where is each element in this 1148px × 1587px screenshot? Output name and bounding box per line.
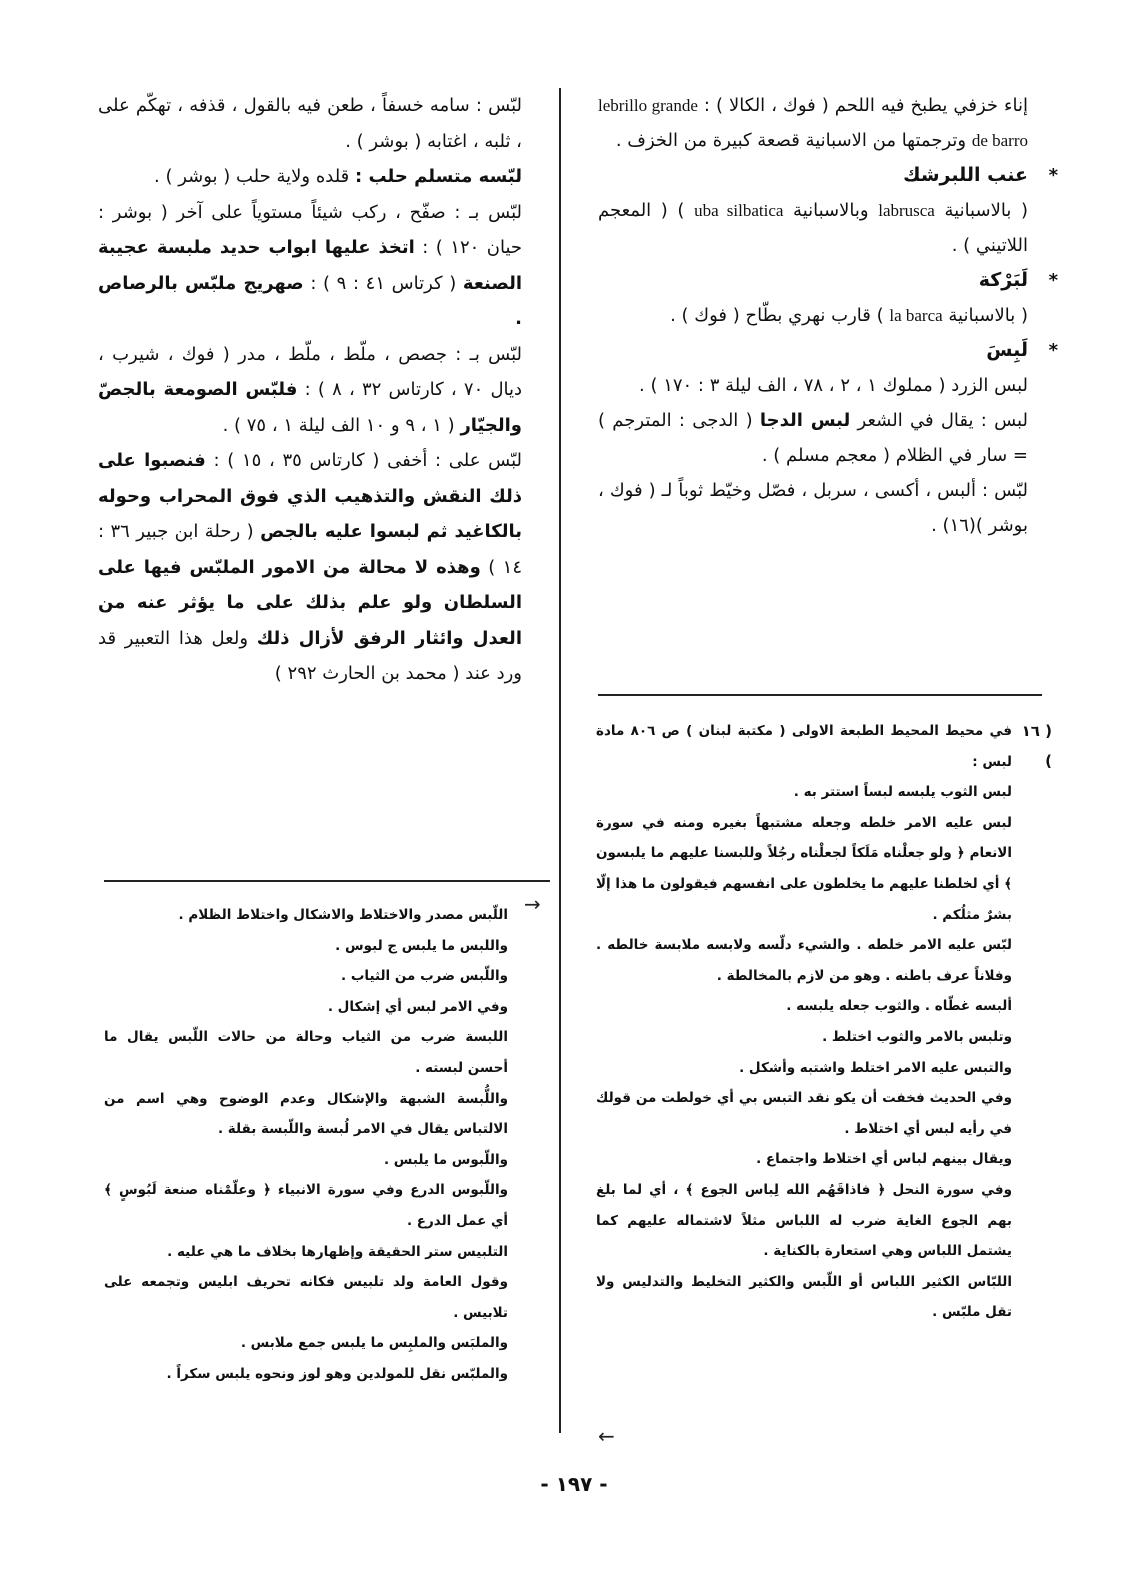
- footnote-line: التلبيس ستر الحقيقة وإظهارها بخلاف ما هي عليه .: [167, 1243, 508, 1260]
- entry-heading-labarka: [598, 263, 1058, 298]
- entry-heading-text: لَبَرْكة: [978, 269, 1028, 291]
- footnote-line: اللّبس مصدر والاختلاط والاشكال واختلاط الظلام .: [178, 907, 508, 923]
- entry-heading-text: عنب اللبرشك: [903, 164, 1028, 186]
- entry-paragraph-labisa-1: لبس الزرد ( مملوك ١ ، ٢ ، ٧٨ ، الف ليلة ٣ : ١٧٠ ) .: [639, 375, 1028, 396]
- latin-term: la barca: [889, 306, 943, 325]
- bold-phrase: فلبّس الصومعة بالجصّ والجيّار: [98, 379, 522, 436]
- intro-tail: وترجمتها من الاسبانية قصعة كبيرة من الخزف .: [615, 130, 967, 151]
- bold-phrase: وهذه لا محالة من الامور الملبّس فيها على السلطان ولو علم بذلك على ما يؤثر عنه من العدل وائثار الرفق لأزال ذلك: [98, 556, 522, 649]
- entry-text: ( كرتاس ٤١ : ٩ ) :: [310, 272, 457, 294]
- latin-term: uba silbatica: [694, 201, 784, 220]
- entry-text: لبّس على : أخفى ( كارتاس ٣٥ ، ١٥ ) :: [213, 450, 523, 471]
- footnote-line: واللّبس ضرب من الثياب .: [341, 968, 508, 985]
- footnote-line: واللّبوس الدرع وفي سورة الانبياء ﴿ وعلّمْناه صنعة لَبُوسٍ ﴾ أي عمل الدرع .: [104, 1182, 508, 1229]
- footnote-line: واللبس ما يلبس ج لبوس .: [335, 937, 508, 954]
- footnote-left: [104, 900, 508, 1390]
- continuation-arrow-icon: →: [524, 892, 541, 916]
- paragraph-5: [98, 443, 522, 692]
- intro-paragraph: [598, 88, 1028, 158]
- bold-phrase: اتخذ عليها ابواب حديد ملبسة عجيبة الصنعة: [98, 237, 522, 294]
- entry-text: ( رحلة ابن جبير ٣٦ : ١٤ ): [98, 521, 522, 578]
- entry-paragraph-labisa-3: لبّس : ألبس ، أكسى ، سربل ، فصّل وخيّط ثوباً لـ ( فوك ، بوشر )(١٦) .: [598, 480, 1028, 536]
- entry-text: ( ١ ، ٩ و ١٠ الف ليلة ١ ، ٧٥ ) .: [222, 414, 455, 436]
- latin-term: labrusca: [878, 201, 935, 220]
- footnote-line: لبّس عليه الامر خلطه . والشيء دلّسه ولابسه ملابسة خالطه . وفلاناً عرف باطنه . وهو من لازم بالمخالطة .: [596, 937, 1012, 984]
- footnote-line: ألبسه غطّاه . والثوب جعله يلبسه .: [786, 998, 1012, 1015]
- footnote-divider-left: [104, 880, 550, 882]
- asterisk-icon: *: [1048, 340, 1058, 361]
- footnote-line: واللُّبسة الشبهة والإشكال وعدم الوضوح وهي اسم من الالتباس يقال في الامر لُبسة واللّبسة بقلة .: [104, 1090, 508, 1138]
- footnote-line: اللبسة ضرب من الثياب وحالة من حالات اللّبس يقال ما أحسن لبسته .: [104, 1029, 508, 1076]
- entry-text: ولعل هذا التعبير قد ورد عند ( محمد بن الحارث ٢٩٢ ): [98, 627, 522, 684]
- footnote-line: وفي سورة النحل ﴿ فاذاقَهُم الله لِباس الجوع ﴾ ، أي لما بلغ بهم الجوع الغاية ضرب له اللباس مثلاً لاشتماله عليهم كما يشتمل اللباس وهي استعارة بالكناية .: [596, 1181, 1012, 1260]
- intro-latin: lebrillo grande de barro: [598, 96, 1028, 150]
- paragraph-2: [98, 159, 522, 195]
- bold-phrase: فنصبوا على ذلك النقش والتذهيب الذي فوق المحراب وحوله بالكاغيد ثم لبسوا عليه بالجص: [98, 450, 522, 542]
- entry-paragraph-labisa-2: [598, 403, 1028, 473]
- page-number: - ١٩٧ -: [540, 1472, 608, 1496]
- footnote-right: [596, 716, 1012, 1328]
- bold-phrase: لبس الدجا: [759, 410, 851, 431]
- entry-text: ( بالاسبانية: [944, 200, 1028, 221]
- right-column: [598, 88, 1058, 543]
- footnote-line: لبس الثوب يلبسه لبساً استتر به .: [793, 784, 1012, 801]
- entry-text: قلده ولاية حلب ( بوشر ) .: [154, 166, 350, 187]
- entry-text: ( بالاسبانية: [948, 305, 1028, 326]
- entry-text: ( الدجى : المترجم ) = سار في الظلام ( معجم مسلم ) .: [598, 410, 1028, 466]
- footnote-line: في محيط المحيط الطبعة الاولى ( مكتبة لبنان ) ص ٨٠٦ مادة لبس :: [596, 723, 1012, 770]
- footnote-number: ( ١٦ ): [1021, 722, 1052, 770]
- continuation-arrow-icon: ←: [598, 1424, 615, 1448]
- column-divider: [559, 88, 561, 1433]
- footnote-line: اللبّاس الكثير اللباس أو اللّبس والكثير التخليط والتدليس ولا تقل ملبّس .: [596, 1273, 1012, 1321]
- entry-paragraph-inab: [598, 193, 1028, 263]
- paragraph-4: [98, 337, 522, 444]
- footnote-line: والملبّس نقل للمولدين وهو لوز ونحوه يلبس سكراً .: [166, 1365, 508, 1382]
- entry-heading-inab: [598, 158, 1058, 193]
- paragraph-3: [98, 195, 522, 337]
- footnote-divider-right: [598, 694, 1042, 696]
- footnote-line: وقول العامة ولد تلبيس فكانه تحريف ابليس وتجمعه على تلابيس .: [104, 1274, 508, 1321]
- entry-text: ) ( المعجم اللاتيني ) .: [598, 200, 1028, 256]
- left-column: [98, 88, 522, 692]
- entry-heading-text: لَبِسَ: [986, 339, 1028, 361]
- entry-heading-labisa: [598, 333, 1058, 368]
- asterisk-icon: *: [1048, 270, 1058, 291]
- paragraph-1: لبّس : سامه خسفاً ، طعن فيه بالقول ، قذفه ، تهكّم على ، ثلبه ، اغتابه ( بوشر ) .: [98, 95, 522, 152]
- entry-text: لبّس بـ : جصص ، ملّط ، ملّط ، مدر ( فوك ، شيرب ، ديال ٧٠ ، كارتاس ٣٢ ، ٨ ) :: [98, 343, 523, 400]
- entry-paragraph-labarka: [598, 298, 1028, 333]
- intro-text: إناء خزفي يطبخ فيه اللحم ( فوك ، الكالا ) :: [703, 95, 1028, 116]
- entry-text: لبّس بـ : صفّح ، ركب شيئاً مستوياً على آخر ( بوشر : حيان ١٢٠ ) :: [98, 201, 523, 258]
- bold-phrase: صهريج ملبّس بالرصاص .: [98, 272, 522, 329]
- entry-text: لبس : يقال في الشعر: [857, 410, 1028, 431]
- footnote-line: ويقال بينهم لباس أي اختلاط واجتماع .: [756, 1151, 1012, 1168]
- entry-text: وبالاسبانية: [793, 200, 869, 221]
- footnote-line: لبس عليه الامر خلطه وجعله مشتبهاً بغيره ومنه في سورة الانعام ﴿ ولو جعلْناه مَلَكاً لجعلْناه رجُلاً وللبسنا عليهم ما يلبسون ﴾ أي لخلطنا عليهم ما يخلطون على انفسهم فيقولون ما هذا إلّا بشرٌ مثلُكم .: [596, 814, 1012, 923]
- footnote-line: واللّبوس ما يلبس .: [383, 1151, 508, 1168]
- footnote-line: وفي الحديث فخفت أن يكو نقد التبس بي أي خولطت من قولك في رأيه لبس أي اختلاط .: [596, 1090, 1012, 1137]
- footnote-line: وتلبس بالامر والثوب اختلط .: [822, 1028, 1012, 1045]
- entry-text: ) قارب نهري بطّاح ( فوك ) .: [670, 305, 884, 326]
- asterisk-icon: *: [1048, 165, 1058, 186]
- bold-phrase: لبّسه متسلم حلب :: [355, 166, 522, 187]
- footnote-line: والتبس عليه الامر اختلط واشتبه وأشكل .: [739, 1059, 1012, 1076]
- footnote-line: والملبَس والملبِس ما يلبس جمع ملابس .: [240, 1335, 508, 1352]
- footnote-line: وفي الامر لبس أي إشكال .: [327, 998, 508, 1015]
